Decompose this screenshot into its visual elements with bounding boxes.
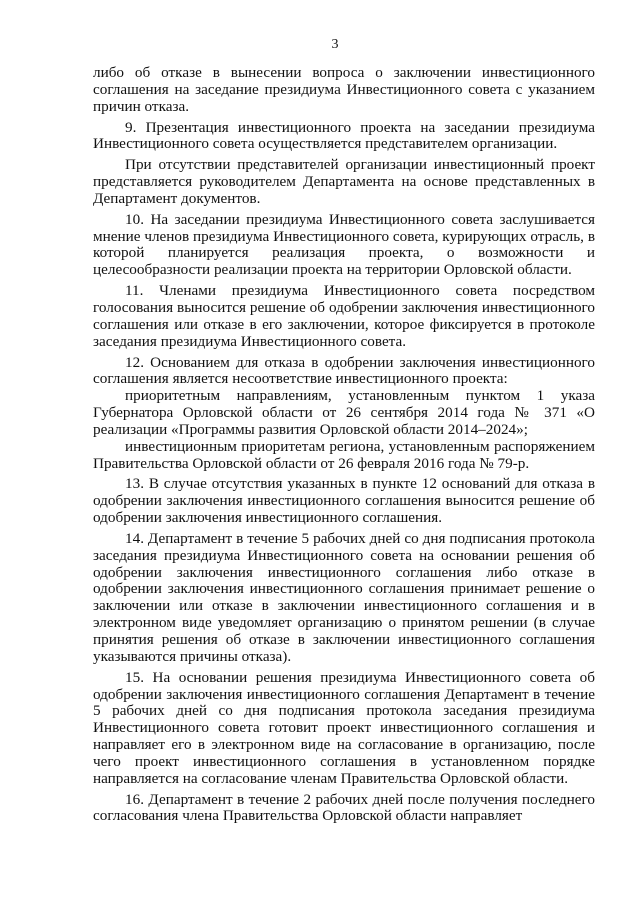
- paragraph-item-15: 15. На основании решения президиума Инвестиционного совета об одобрении заключения инвестиционного соглашения Департамент в течение 5 рабочих дней со дня подписания протокола заседания президиума Инвестиционного совета готовит проект инвестиционного соглашения и направляет его в электронном виде на согласование в организацию, после чего проект инвестиционного соглашения в установленном порядке направляется на согласование членам Правительства Орловской области.: [93, 668, 595, 787]
- paragraph-item-12: 12. Основанием для отказа в одобрении заключения инвестиционного соглашения является несоответствие инвестиционного проекта:: [93, 353, 595, 388]
- paragraph-item-10: 10. На заседании президиума Инвестиционного совета заслушивается мнение членов президиума Инвестиционного совета, курирующих отрасль, в которой планируется реализация проекта, о возможности и целесообразности реализации проекта на территории Орловской области.: [93, 210, 595, 279]
- paragraph-item-9: 9. Презентация инвестиционного проекта на заседании президиума Инвестиционного совета осуществляется представителем организации.: [93, 118, 595, 153]
- paragraph-item-13: 13. В случае отсутствия указанных в пункте 12 оснований для отказа в одобрении заключения инвестиционного соглашения выносится решение об одобрении заключения инвестиционного соглашения.: [93, 475, 595, 527]
- document-body: [93, 65, 595, 825]
- paragraph-item-12-sub-1: приоритетным направлениям, установленным пунктом 1 указа Губернатора Орловской области от 26 сентября 2014 года № 371 «О реализации «Программы развития Орловской области 2014–2024»;: [93, 387, 595, 438]
- paragraph-item-16: 16. Департамент в течение 2 рабочих дней после получения последнего согласования члена Правительства Орловской области направляет: [93, 790, 595, 825]
- paragraph-item-9-note: При отсутствии представителей организации инвестиционный проект представляется руководителем Департамента на основе представленных в Департамент документов.: [93, 156, 595, 207]
- paragraph-item-12-sub-2: инвестиционным приоритетам региона, установленным распоряжением Правительства Орловской области от 26 февраля 2016 года № 79-р.: [93, 437, 595, 472]
- page-number: 3: [331, 37, 339, 52]
- paragraph-continuation: либо об отказе в вынесении вопроса о заключении инвестиционного соглашения на заседание президиума Инвестиционного совета с указанием причин отказа.: [93, 64, 595, 115]
- paragraph-item-11: 11. Членами президиума Инвестиционного совета посредством голосования выносится решение об одобрении заключения инвестиционного соглашения или отказе в его заключении, которое фиксируется в протоколе заседания президиума Инвестиционного совета.: [93, 282, 595, 350]
- paragraph-item-14: 14. Департамент в течение 5 рабочих дней со дня подписания протокола заседания президиума Инвестиционного совета на основании решения об одобрении заключения инвестиционного соглашения либо отказе в одобрении заключения инвестиционного соглашения принимает решение о заключении или отказе в заключении инвестиционного соглашения и в электронном виде уведомляет организацию о принятом решении (в случае принятия решения об отказе в заключении инвестиционного соглашения указываются причины отказа).: [93, 529, 595, 665]
